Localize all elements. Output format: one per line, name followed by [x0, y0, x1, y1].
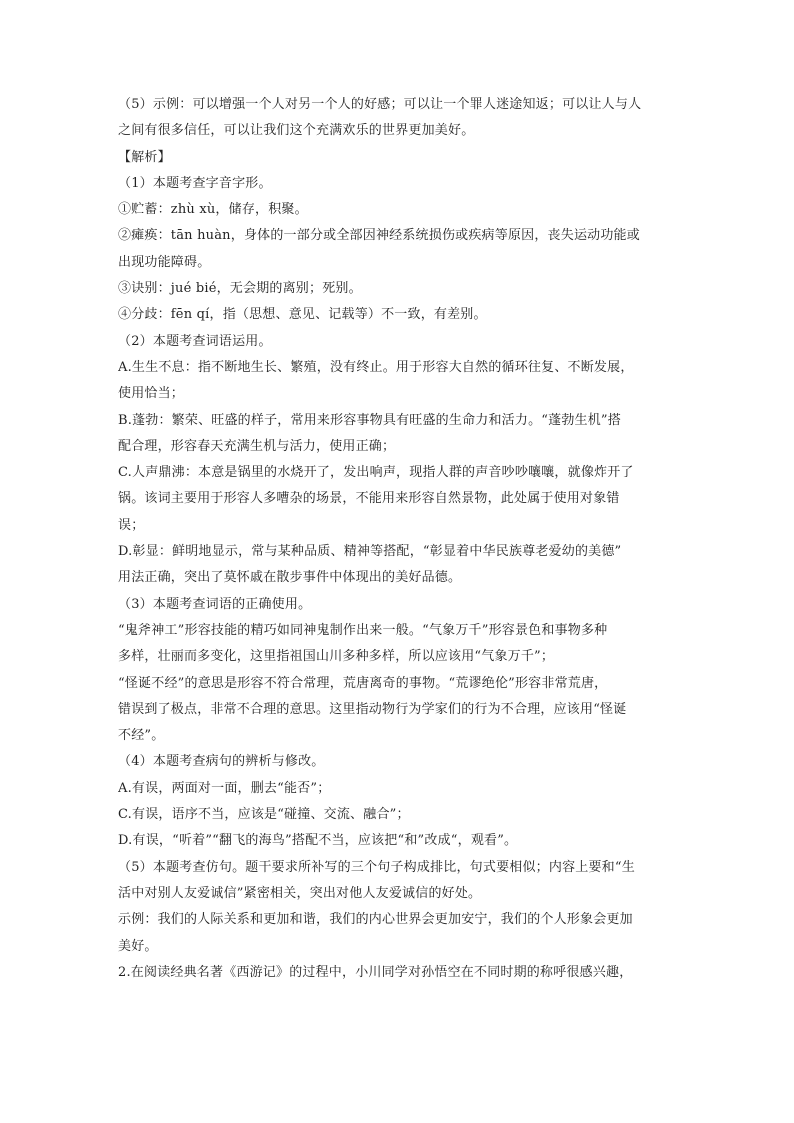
text-line: （2）本题考查词语运用。 [118, 333, 272, 349]
text-line: （4）本题考查病句的辨析与修改。 [118, 754, 325, 770]
answer-analysis-text [118, 92, 678, 986]
text-line: ④分歧：fēn qí，指（思想、意见、记载等）不一致，有差别。 [118, 307, 487, 323]
text-line: （3）本题考查词语的正确使用。 [118, 596, 312, 612]
text-line: 锅。该词主要用于形容人多嘈杂的场景，不能用来形容自然景物，此处属于使用对象错 [118, 491, 620, 507]
text-line: 示例：我们的人际关系和更加和谐，我们的内心世界会更加安宁，我们的个人形象会更加 [118, 912, 633, 928]
text-line: 出现功能障碍。 [118, 254, 211, 270]
text-line: 美好。 [118, 938, 158, 954]
text-line: 多样，壮丽而多变化，这里指祖国山川多种多样，所以应该用“气象万千”； [118, 649, 555, 665]
text-line: ②瘫痪：tān huàn，身体的一部分或全部因神经系统损伤或疾病等原因，丧失运动功能或 [118, 228, 640, 244]
text-line: D.彰显：鲜明地显示，常与某种品质、精神等搭配，“彰显着中华民族尊老爱幼的美德” [118, 544, 622, 560]
text-line: ③诀别：jué bié，无会期的离别；死别。 [118, 281, 362, 297]
text-line: 配合理，形容春天充满生机与活力，使用正确； [118, 438, 396, 454]
text-line: （5）本题考查仿句。题干要求所补写的三个句子构成排比，句式要相似；内容上要和“生 [118, 859, 635, 875]
text-line: 之间有很多信任，可以让我们这个充满欢乐的世界更加美好。 [118, 123, 475, 139]
text-line: （5）示例：可以增强一个人对另一个人的好感；可以让一个罪人迷途知返；可以让人与人 [118, 97, 642, 112]
text-line: C.人声鼎沸：本意是锅里的水烧开了，发出响声，现指人群的声音吵吵嚷嚷，就像炸开了 [118, 465, 634, 481]
section-heading-analysis: 【解析】 [118, 149, 171, 165]
text-line: 使用恰当； [118, 386, 185, 402]
text-line: 不经”。 [118, 728, 165, 744]
text-line: C.有误，语序不当，应该是“碰撞、交流、融合”； [118, 807, 410, 823]
text-line: 误； [118, 517, 145, 533]
text-line: D.有误，“听着”“翻飞的海鸟”搭配不当，应该把“和”改成“，观看”。 [118, 833, 518, 849]
text-line: B.蓬勃：繁荣、旺盛的样子，常用来形容事物具有旺盛的生命力和活力。“蓬勃生机”搭 [118, 412, 621, 428]
question-2-stem: 2.在阅读经典名著《西游记》的过程中，小川同学对孙悟空在不同时期的称呼很感兴趣， [118, 964, 633, 980]
text-line: A.有误，两面对一面，删去“能否”； [118, 780, 331, 796]
text-line: “鬼斧神工”形容技能的精巧如同神鬼制作出来一般。“气象万千”形容景色和事物多种 [118, 622, 608, 638]
text-line: 错误到了极点，非常不合理的意思。这里指动物行为学家们的行为不合理，应该用“怪诞 [118, 701, 627, 717]
text-line: （1）本题考查字音字形。 [118, 175, 272, 191]
text-line: A.生生不息：指不断地生长、繁殖，没有终止。用于形容大自然的循环往复、不断发展， [118, 359, 634, 375]
text-line: ①贮蓄：zhù xù，储存，积聚。 [118, 202, 308, 218]
text-line: “怪诞不经”的意思是形容不符合常理，荒唐离奇的事物。“荒谬绝伦”形容非常荒唐， [118, 675, 608, 691]
text-line: 活中对别人友爱诚信”紧密相关，突出对他人友爱诚信的好处。 [118, 885, 482, 901]
text-line: 用法正确，突出了莫怀戚在散步事件中体现出的美好品德。 [118, 570, 462, 586]
